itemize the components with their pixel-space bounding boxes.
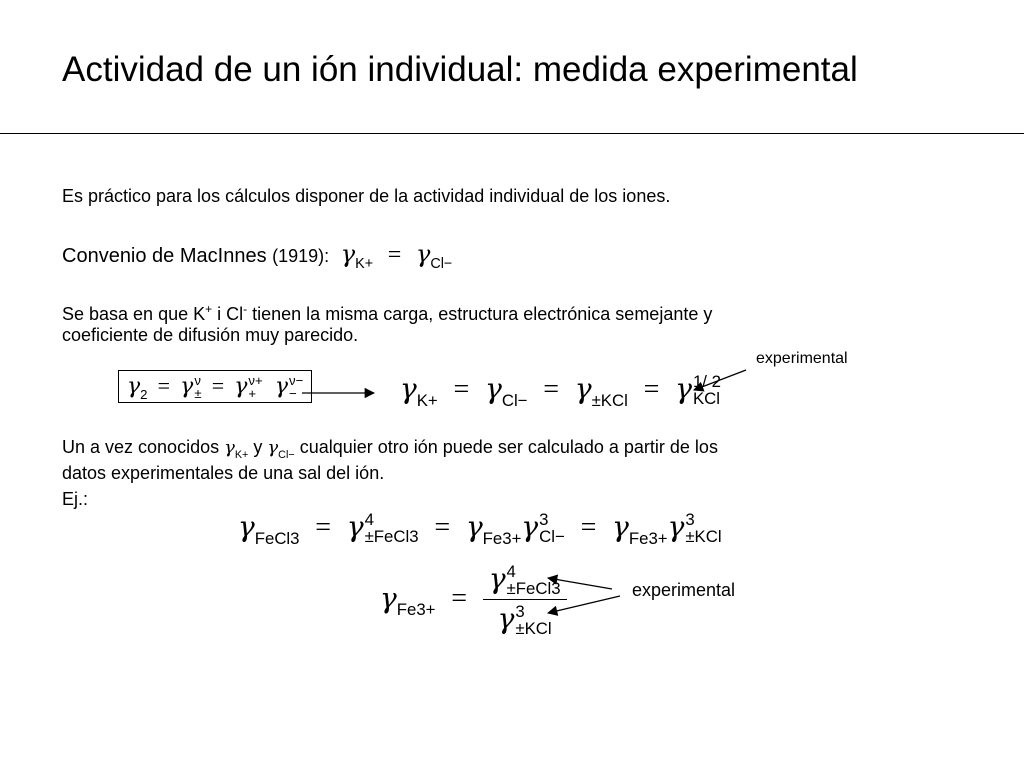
fraction-numerator: γ 4 ±FeCl3 (488, 561, 561, 598)
arrow-to-kcl-exponent (694, 370, 746, 390)
convention-year: (1919): (272, 246, 330, 266)
slide-title: Actividad de un ión individual: medida experimental (62, 50, 858, 89)
mean-activity-equation: $\gamma_{K+} = \gamma_{Cl-} = \gamma_{\pm KCl} = \gamma$ 1/ 2 KCl (400, 371, 721, 410)
example-label: Ej.: (62, 489, 89, 509)
intro-text: Es práctico para los cálculos disponer de la actividad individual de los iones. (62, 186, 671, 206)
fecl3-equation: $\gamma_{FeCl3} = \gamma$ 4 ±FeCl3 = $\gamma_{Fe3+}\gamma$ 3 Cl− = $\gamma_{Fe3+}\gamma$ 3 ±KCl (238, 509, 722, 548)
known-line-2: datos experimentales de una sal del ión. (62, 463, 385, 483)
convention-formula: $\gamma_{K+} = \gamma_{Cl-}$ (340, 240, 453, 273)
convention-label: Convenio de MacInnes (62, 245, 267, 267)
arrow-to-numerator (548, 578, 612, 589)
gamma-mean-definition-box: $\gamma_2 = \gamma$ ν ± = γ ν+ + γ ν− − (118, 370, 312, 403)
basis-line-1: Se basa en que K+ i Cl- tienen la misma carga, estructura electrónica semejante y (62, 302, 713, 324)
fraction-denominator: γ 3 ±KCl (497, 602, 552, 639)
known-line-1: Un a vez conocidos $\gamma_{K+}$ y $\gamma_{Cl-}$ cualquier otro ión puede ser calculado a partir de los (62, 437, 718, 461)
experimental-label-bottom: experimental (632, 580, 736, 600)
arrow-to-denominator (548, 596, 620, 613)
fe3-fraction-equation: $\gamma_{Fe3+}$ = γ 4 ±FeCl3 γ 3 ±KCl (380, 562, 567, 638)
basis-line-2: coeficiente de difusión muy parecido. (62, 325, 359, 345)
experimental-label-top: experimental (756, 350, 848, 367)
